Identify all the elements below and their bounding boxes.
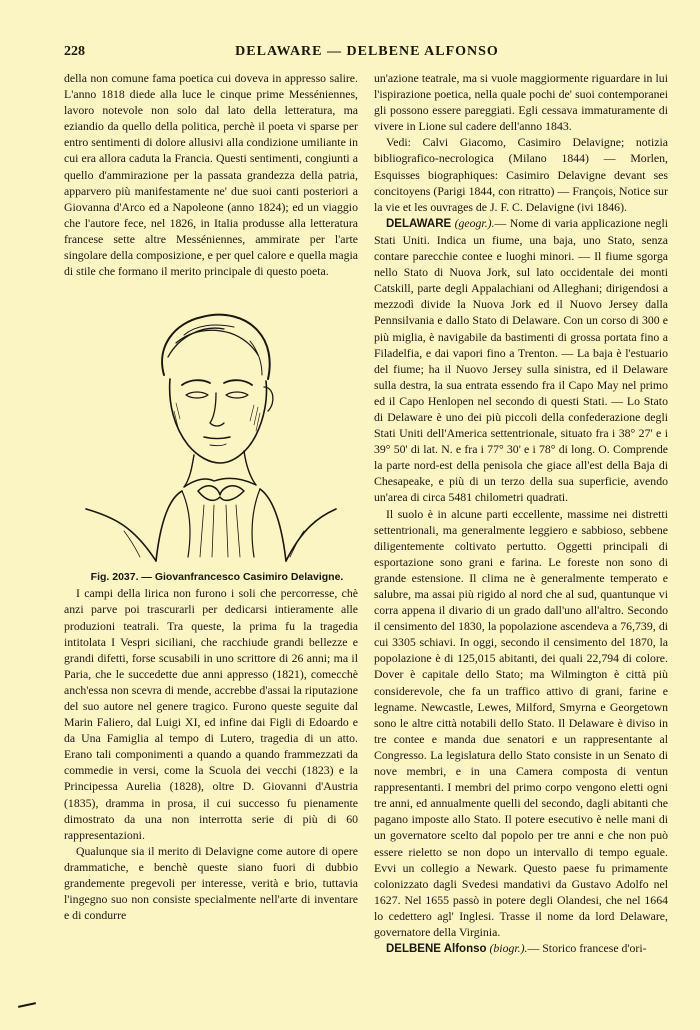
entry-headword: DELBENE Alfonso [386,943,487,956]
left-column [64,70,358,923]
portrait-engraving [64,295,358,565]
paragraph: della non comune fama poetica cui doveva in appresso salire. L'anno 1818 diede alla luce le cinque prime Messéniennes, lavoro notevole non solo dal lato della letteratura, ma eziandio da quello della politica, perchè il poeta vi sparse per entro sentimenti di dolore allusivi alla condizione umiliante in cui era allora caduta la Francia. Questi sentimenti, congiunti a quello d'ammirazione per la passata grandezza della patria, apparvero più manifestamente ne' due suoi canti posteriori a Giovanna d'Arco ed a Napoleone (anno 1824); ed un viaggio che l'autore fece, nel 1826, in Italia produsse alla letteratura francese sette altre Messéniennes, ammirate per l'arte singolare della composizione, e per quel calore e quella magia di stile che formano il merito principale di questo poeta. [64,71,358,279]
entry-tag: (biogr.). [489,941,528,956]
running-head: DELAWARE — DELBENE ALFONSO [235,44,499,59]
paragraph: un'azione teatrale, ma si vuole maggiormente riguardare in lui l'ispirazione poetica, nella quale pochi de' suoi contemporanei gli possono essere pareggiati. Egli cessava immaturamente di vivere in Lione sul cadere dell'anno 1843. [374,71,668,134]
paragraph: Il suolo è in alcune parti eccellente, massime nei distretti settentrionali, ma generalmente leggiero e sabbioso, sebbene diligentemente coltivato pertutto. Oggetti principali di esportazione sono grani e farina. Le foreste non sono di grande estensione. Il clima ne è generalmente temperato e salubre, ma assai più rigido al nord che al sud, quantunque vi corra appena il divario di un grado dall'uno all'altro. Secondo il censimento del 1830, la popolazione ascendeva a 76,739, di cui 3305 schiavi. In oggi, secondo il censimento del 1870, la popolazione è di 125,015 abitanti, dei quali 22,794 di colore. Dover è capitale dello Stato; ma Wilmington è città più considerevole, che fa un traffico attivo di grani, farine e legname. Newcastle, Lewes, Milford, Smyrna e Georgetown sono le altre città notabili dello Stato. Il Delaware è diviso in tre contee e manda due senatori e un rappresentante al Congresso. La legislatura dello Stato consiste in un Senato di nove membri, e in una Camera composta di ventun rappresentanti. I membri del primo corpo vengono eletti ogni tre anni, ed annualmente quelli del secondo, dagli abitanti che pagano imposte allo Stato. Il potere esecutivo è nelle mani di un governatore scelto dal popolo per tre anni e che non può essere rieletto se non dopo un intervallo di tempo eguale. Evvi un collegio a Newark. Questo paese fu primamente colonizzato dagli Svedesi mandativi da Gustavo Adolfo nel 1627. Nel 1655 passò in potere degli Olandesi, che nel 1664 lo cedettero agl' Inglesi. Trasse il nome da lord Delaware, governatore della Virginia. [374,506,668,939]
margin-mark [18,1002,36,1008]
paragraph: I campi della lirica non furono i soli che percorresse, chè anzi parve poi trascurarli per dedicarsi intieramente alle produzioni teatrali. Tra queste, la prima fu la tragedia intitolata I Vespri siciliani, che racchiude grandi bellezze e grandi difetti, forse scusabili in uno scrittore di 26 anni; ma il Paria, che le succedette due anni appresso (1821), comecchè anch'essa non scevra di mende, accrebbe d'assai la riputazione del suo autore nel genere tragico. Furono queste seguite dal Marin Faliero, dal Luigi XI, ed infine dai Figli di Edoardo e da Una Famiglia al tempo di Lutero, tragedia di un atto. Erano tali componimenti a quando a quando frammezzati da commedie in versi, come la Scuola dei vecchi (1823) e la Principessa Aurelia (1828), oltre D. Giovanni d'Austria (1835), dramma in prosa, il cui successo fu pienamente dimostrato da una non interrotta serie di più di 60 rappresentazioni. [64,586,358,842]
page-number: 228 [64,44,85,59]
paragraph: Qualunque sia il merito di Delavigne come autore di opere drammatiche, e benchè queste siano fuori di dubbio grandemente pregevoli per interesse, verità e brio, tuttavia l'ingegno suo non consiste specialmente nell'arte di inventare e di condurre [64,843,358,923]
entry-tag: (geogr.). [454,215,495,230]
entry-text: — Storico francese d'ori- [527,941,647,956]
paragraph: Vedi: Calvi Giacomo, Casimiro Delavigne; notizia bibliografico-necrologica (Milano 1844) — Morlen, Esquisses biographiques: Casimiro Delavigne devant ses concitoyens (Parigi 1844, con ritratto) — François, Notice sur la vie et les ouvrages de J. F. C. Delavigne (ivi 1846). [374,135,668,214]
figure-caption: Fig. 2037. — Giovanfrancesco Casimiro Delavigne. [90,571,344,584]
entry-headword: DELAWARE [386,217,452,230]
right-column [374,70,668,957]
page-header [64,44,670,64]
entry-delaware [374,215,668,506]
entry-delbene [374,940,668,957]
entry-text: — Nome di varia applicazione negli Stati Uniti. Indica un fiume, una baja, uno Stato, senza contare parecchie contee e luoghi minori. — Il fiume sgorga nello Stato di Nuova Jork, sul lato occidentale dei monti Catskill, parte degli Appalachiani od Alleghani; dirigendosi a mezzodì divide la Nuova Jork ed il Nuovo Jersey dalla Pennsilvania e dallo Stato di Delaware. Con un corso di 300 e più miglia, è navigabile da bastimenti di grossa portata fino a Filadelfia, e dai vapori fino a Trenton. — La baja è l'estuario del fiume; ha il Nuovo Jersey sulla sinistra, ed il Delaware sulla destra, la sua entrata essendo fra il Capo May nel primo ed il Capo Henlopen nel secondo di questi Stati. — Lo Stato di Delaware è uno dei più piccoli della confederazione degli Stati Uniti dell'America settentrionale, situato fra i 38° 27' e i 39° 50' di lat. N. e fra i 77° 30' e i 78° di long. O. Comprende la parte nord-est della penisola che giace all'est della Baja di Chesapeake, e più di un terzo della sua superficie, avendo un'area di circa 5481 chilometri quadrati. [374,215,669,505]
